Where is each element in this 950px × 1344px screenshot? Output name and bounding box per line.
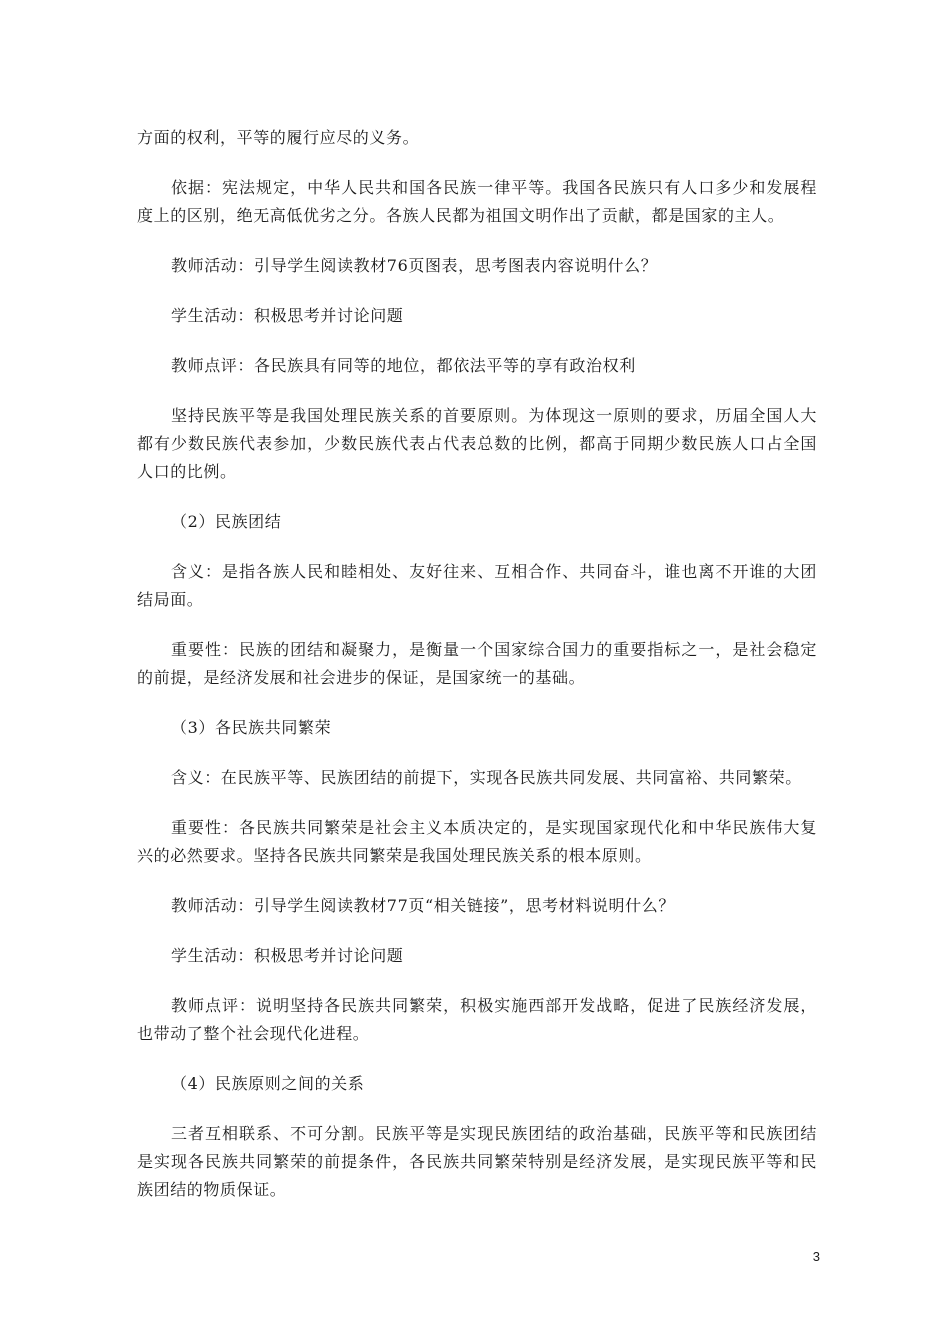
section-heading-relationship: （4）民族原则之间的关系 <box>171 1074 365 1093</box>
paragraph-unity-importance: 重要性：民族的团结和凝聚力，是衡量一个国家综合国力的重要指标之一，是社会稳定的前提，是经济发展和社会进步的保证，是国家统一的基础。 <box>137 640 817 687</box>
paragraph-teacher-activity-1: 教师活动：引导学生阅读教材76页图表，思考图表内容说明什么？ <box>171 256 658 275</box>
document-body <box>137 124 817 1204</box>
paragraph-student-activity-1: 学生活动：积极思考并讨论问题 <box>171 306 404 325</box>
paragraph-rights-continuation: 方面的权利，平等的履行应尽的义务。 <box>137 128 420 147</box>
paragraph-student-activity-2: 学生活动：积极思考并讨论问题 <box>171 946 404 965</box>
paragraph-principles-relationship: 三者互相联系、不可分割。民族平等是实现民族团结的政治基础，民族平等和民族团结是实现各民族共同繁荣的前提条件，各民族共同繁荣特别是经济发展，是实现民族平等和民族团结的物质保证。 <box>137 1124 817 1199</box>
paragraph-legal-basis: 依据：宪法规定，中华人民共和国各民族一律平等。我国各民族只有人口多少和发展程度上的区别，绝无高低优劣之分。各族人民都为祖国文明作出了贡献，都是国家的主人。 <box>137 178 817 225</box>
paragraph-teacher-comment-2: 教师点评：说明坚持各民族共同繁荣，积极实施西部开发战略，促进了民族经济发展，也带动了整个社会现代化进程。 <box>137 996 817 1043</box>
section-heading-prosperity: （3）各民族共同繁荣 <box>171 718 332 737</box>
section-heading-unity: （2）民族团结 <box>171 512 282 531</box>
paragraph-unity-meaning: 含义：是指各族人民和睦相处、友好往来、互相合作、共同奋斗，谁也离不开谁的大团结局面。 <box>137 562 817 609</box>
page-number: 3 <box>812 1249 820 1264</box>
paragraph-prosperity-importance: 重要性：各民族共同繁荣是社会主义本质决定的，是实现国家现代化和中华民族伟大复兴的必然要求。坚持各民族共同繁荣是我国处理民族关系的根本原则。 <box>137 818 817 865</box>
paragraph-equality-principle: 坚持民族平等是我国处理民族关系的首要原则。为体现这一原则的要求，历届全国人大都有少数民族代表参加，少数民族代表占代表总数的比例，都高于同期少数民族人口占全国人口的比例。 <box>137 406 817 481</box>
paragraph-teacher-comment-1: 教师点评：各民族具有同等的地位，都依法平等的享有政治权利 <box>171 356 636 375</box>
paragraph-prosperity-meaning: 含义：在民族平等、民族团结的前提下，实现各民族共同发展、共同富裕、共同繁荣。 <box>171 768 802 787</box>
paragraph-teacher-activity-2: 教师活动：引导学生阅读教材77页“相关链接”，思考材料说明什么？ <box>171 896 675 915</box>
